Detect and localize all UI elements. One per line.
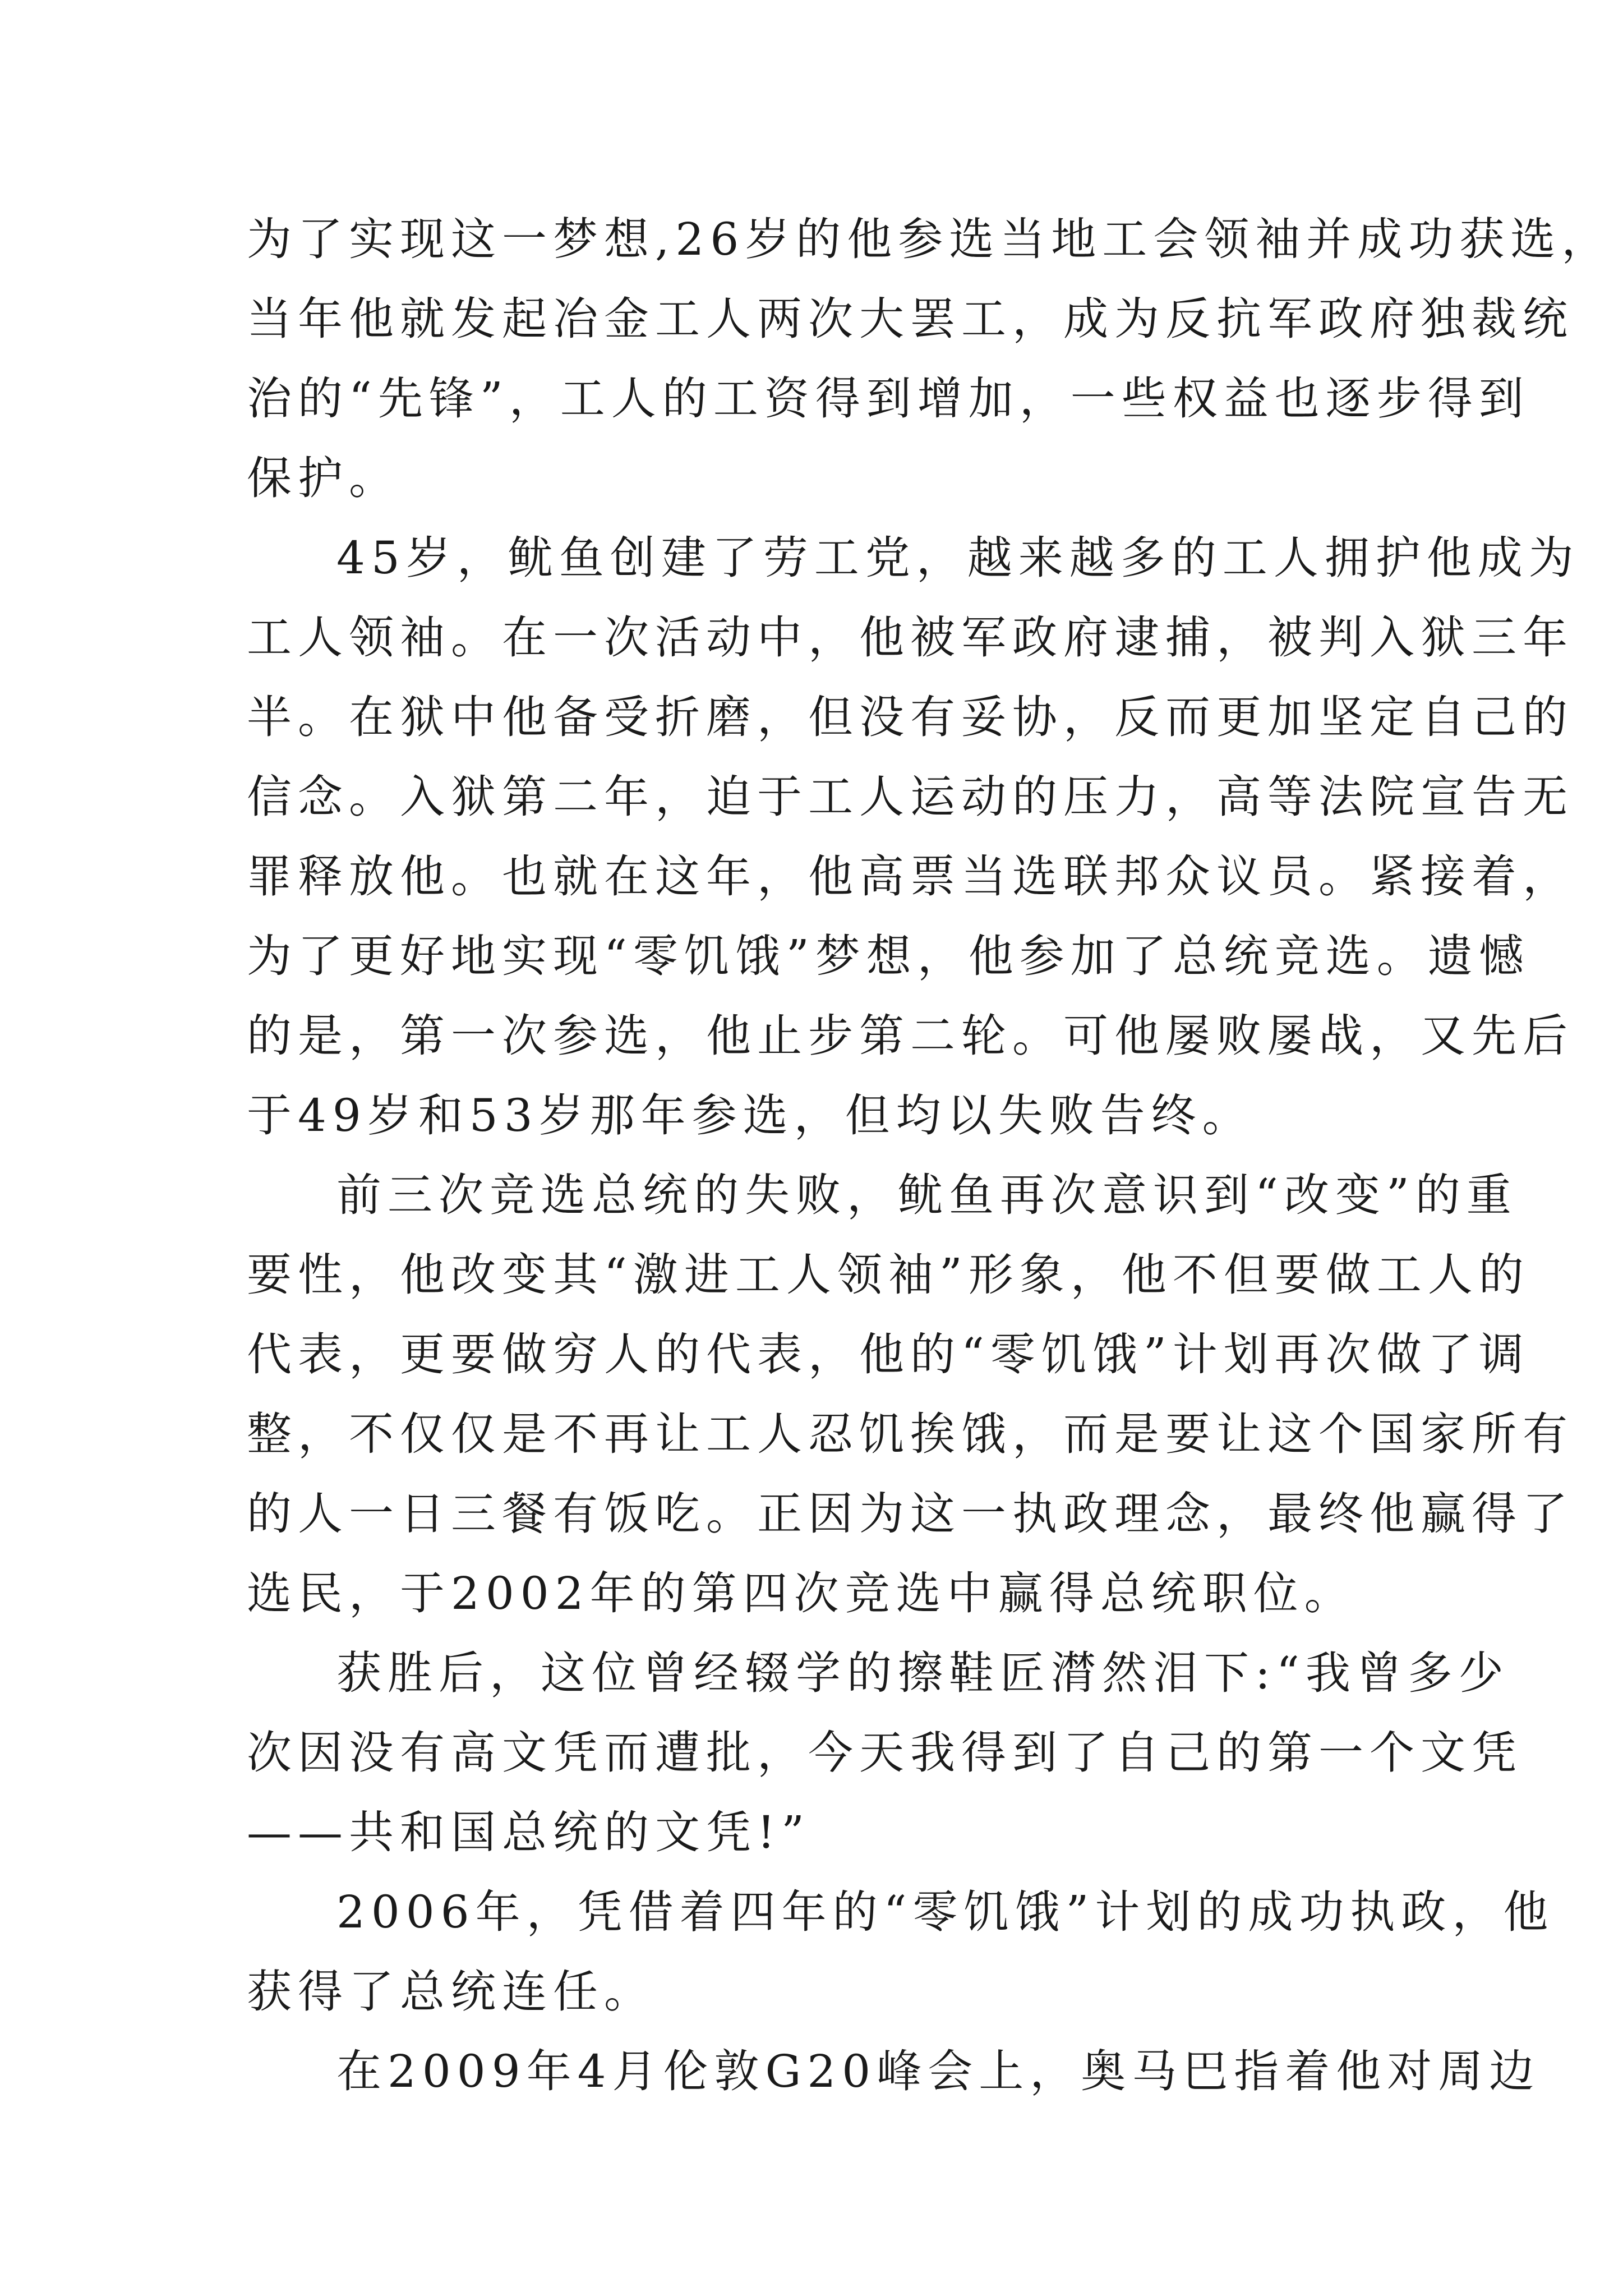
- text-line: 保护。: [247, 452, 400, 504]
- text-line: 次因没有高文凭而遭批，今天我得到了自己的第一个文凭: [247, 1727, 1523, 1779]
- text-line: 要性，他改变其“激进工人领袖”形象，他不但要做工人的: [247, 1249, 1530, 1301]
- text-line: 代表，更要做穷人的代表，他的“零饥饿”计划再次做了调: [247, 1328, 1530, 1381]
- text-line: 的人一日三餐有饭吃。正因为这一执政理念，最终他赢得了: [247, 1488, 1574, 1540]
- text-line: 的是，第一次参选，他止步第二轮。可他屡败屡战，又先后: [247, 1010, 1574, 1062]
- text-line: 为了实现这一梦想,26岁的他参选当地工会领袖并成功获选，: [247, 213, 1613, 265]
- text-line: 罪释放他。也就在这年，他高票当选联邦众议员。紧接着，: [247, 850, 1574, 903]
- text-line: 获得了总统连任。: [247, 1966, 655, 2018]
- text-line: 当年他就发起冶金工人两次大罢工，成为反抗军政府独裁统: [247, 293, 1574, 345]
- text-line: 获胜后，这位曾经辍学的擦鞋匠潸然泪下:“我曾多少: [336, 1647, 1510, 1699]
- text-line: 半。在狱中他备受折磨，但没有妥协，反而更加坚定自己的: [247, 691, 1574, 743]
- text-line: 前三次竞选总统的失败，鱿鱼再次意识到“改变”的重: [336, 1169, 1518, 1221]
- text-line: 选民，于2002年的第四次竞选中赢得总统职位。: [247, 1567, 1355, 1619]
- text-line: 于49岁和53岁那年参选，但均以失败告终。: [247, 1089, 1253, 1142]
- text-line: 信念。入狱第二年，迫于工人运动的压力，高等法院宣告无: [247, 771, 1574, 823]
- text-line: ——共和国总统的文凭!”: [247, 1806, 811, 1858]
- text-line: 在2009年4月伦敦G20峰会上，奥马巴指着他对周边: [336, 2045, 1541, 2097]
- text-line: 治的“先锋”，工人的工资得到增加，一些权益也逐步得到: [247, 372, 1530, 425]
- text-line: 为了更好地实现“零饥饿”梦想，他参加了总统竞选。遗憾: [247, 930, 1530, 982]
- text-line: 2006年，凭借着四年的“零饥饿”计划的成功执政，他: [336, 1886, 1555, 1938]
- text-line: 45岁，鱿鱼创建了劳工党，越来越多的工人拥护他成为: [336, 532, 1580, 584]
- text-line: 工人领袖。在一次活动中，他被军政府逮捕，被判入狱三年: [247, 611, 1574, 664]
- text-line: 整，不仅仅是不再让工人忍饥挨饿，而是要让这个国家所有: [247, 1408, 1574, 1460]
